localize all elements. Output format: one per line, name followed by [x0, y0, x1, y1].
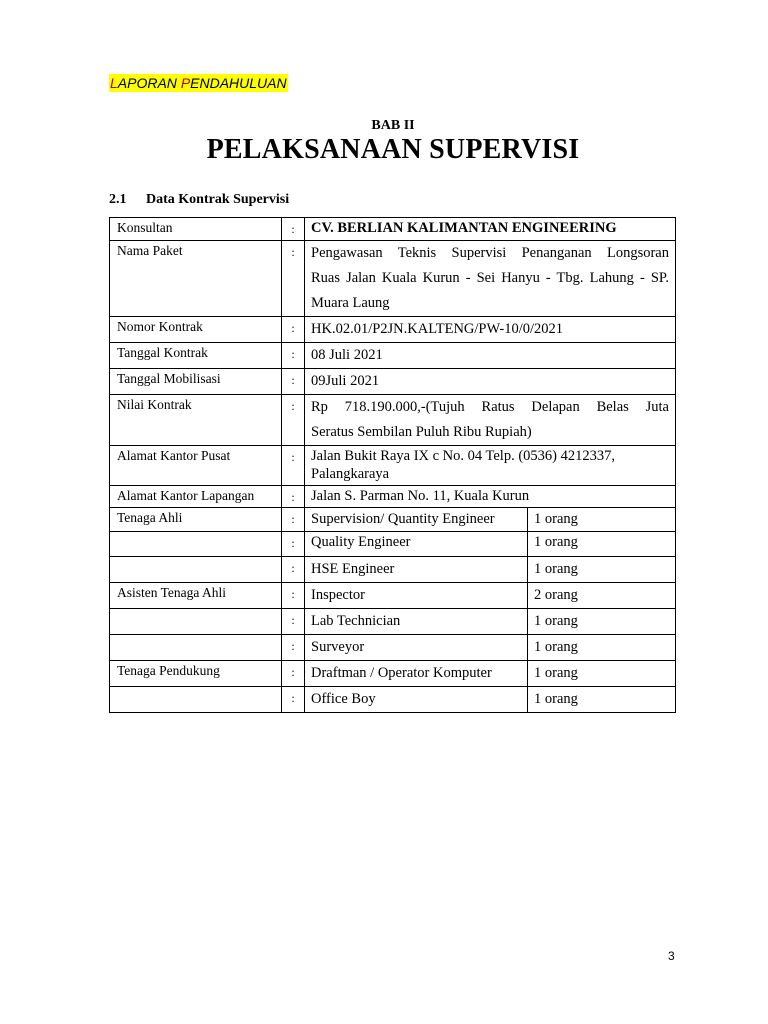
table-row-nomor-kontrak	[110, 317, 676, 343]
row-separator: :	[282, 583, 305, 609]
row-separator: :	[282, 317, 305, 343]
row-separator: :	[282, 446, 305, 486]
table-row-staff	[110, 508, 676, 532]
header-text-2: ENDAHULUAN	[190, 75, 287, 91]
row-separator: :	[282, 218, 305, 241]
table-row-staff	[110, 532, 676, 557]
row-value: 09Juli 2021	[305, 369, 676, 395]
staff-position: Quality Engineer	[305, 532, 528, 557]
row-label: Tanggal Mobilisasi	[110, 369, 282, 395]
header-text-1: APORAN	[117, 75, 181, 91]
staff-count: 1 orang	[528, 609, 676, 635]
table-row-staff	[110, 557, 676, 583]
row-label: Nama Paket	[110, 241, 282, 317]
row-label: Nilai Kontrak	[110, 395, 282, 446]
row-value: CV. BERLIAN KALIMANTAN ENGINEERING	[305, 218, 676, 241]
row-label	[110, 609, 282, 635]
row-label	[110, 687, 282, 713]
staff-count: 1 orang	[528, 508, 676, 532]
page-title: PELAKSANAAN SUPERVISI	[206, 134, 580, 165]
row-separator: :	[282, 635, 305, 661]
table-row-staff	[110, 661, 676, 687]
table-row-tanggal-kontrak	[110, 343, 676, 369]
value-line: Ruas Jalan Kuala Kurun - Sei Hanyu - Tbg. Lahung - SP.	[311, 270, 669, 286]
staff-position: Supervision/ Quantity Engineer	[305, 508, 528, 532]
row-separator: :	[282, 508, 305, 532]
value-line: Seratus Sembilan Puluh Ribu Rupiah)	[311, 424, 532, 440]
table-row-alamat-pusat	[110, 446, 676, 486]
staff-count: 1 orang	[528, 687, 676, 713]
row-value: HK.02.01/P2JN.KALTENG/PW-10/0/2021	[305, 317, 676, 343]
chapter-label: BAB II	[371, 118, 415, 133]
row-value	[305, 395, 676, 446]
row-label: Tanggal Kontrak	[110, 343, 282, 369]
row-separator: :	[282, 661, 305, 687]
contract-data-table	[109, 217, 676, 713]
row-value	[305, 241, 676, 317]
staff-position: Inspector	[305, 583, 528, 609]
value-line: Palangkaraya	[311, 466, 390, 482]
row-separator: :	[282, 486, 305, 508]
staff-position: HSE Engineer	[305, 557, 528, 583]
table-row-staff	[110, 687, 676, 713]
report-header-label	[109, 74, 288, 92]
row-label: Alamat Kantor Lapangan	[110, 486, 282, 508]
row-label: Konsultan	[110, 218, 282, 241]
staff-count: 1 orang	[528, 635, 676, 661]
value-line: Muara Laung	[311, 295, 390, 311]
row-value: 08 Juli 2021	[305, 343, 676, 369]
row-label	[110, 635, 282, 661]
staff-position: Surveyor	[305, 635, 528, 661]
value-line: Jalan Bukit Raya IX c No. 04 Telp. (0536) 4212337,	[311, 448, 615, 464]
staff-count: 2 orang	[528, 583, 676, 609]
row-separator: :	[282, 609, 305, 635]
table-row-staff	[110, 583, 676, 609]
table-row-staff	[110, 609, 676, 635]
row-label	[110, 557, 282, 583]
header-cap-p: P	[180, 75, 191, 91]
staff-position: Office Boy	[305, 687, 528, 713]
table-row-tanggal-mobilisasi	[110, 369, 676, 395]
table-row-staff	[110, 635, 676, 661]
row-label	[110, 532, 282, 557]
row-separator: :	[282, 687, 305, 713]
table-row-konsultan	[110, 218, 676, 241]
staff-position: Lab Technician	[305, 609, 528, 635]
row-separator: :	[282, 343, 305, 369]
staff-count: 1 orang	[528, 661, 676, 687]
row-label: Tenaga Pendukung	[110, 661, 282, 687]
row-separator: :	[282, 557, 305, 583]
section-title: Data Kontrak Supervisi	[146, 192, 290, 207]
row-label: Tenaga Ahli	[110, 508, 282, 532]
staff-position: Draftman / Operator Komputer	[305, 661, 528, 687]
page-number: 3	[668, 949, 675, 963]
row-separator: :	[282, 395, 305, 446]
staff-count: 1 orang	[528, 532, 676, 557]
row-separator: :	[282, 241, 305, 317]
row-label: Asisten Tenaga Ahli	[110, 583, 282, 609]
row-value: Jalan S. Parman No. 11, Kuala Kurun	[305, 486, 676, 508]
staff-count: 1 orang	[528, 557, 676, 583]
row-label: Nomor Kontrak	[110, 317, 282, 343]
row-label: Alamat Kantor Pusat	[110, 446, 282, 486]
section-number: 2.1	[109, 192, 127, 207]
table-row-nilai-kontrak	[110, 395, 676, 446]
table-row-nama-paket	[110, 241, 676, 317]
value-line: Pengawasan Teknis Supervisi Penanganan Longsoran	[311, 245, 669, 261]
header-cap-l: L	[110, 75, 118, 91]
table-row-alamat-lapangan	[110, 486, 676, 508]
value-line: Rp 718.190.000,-(Tujuh Ratus Delapan Belas Juta	[311, 399, 669, 415]
row-separator: :	[282, 532, 305, 557]
row-value	[305, 446, 676, 486]
row-separator: :	[282, 369, 305, 395]
section-heading	[109, 192, 289, 208]
